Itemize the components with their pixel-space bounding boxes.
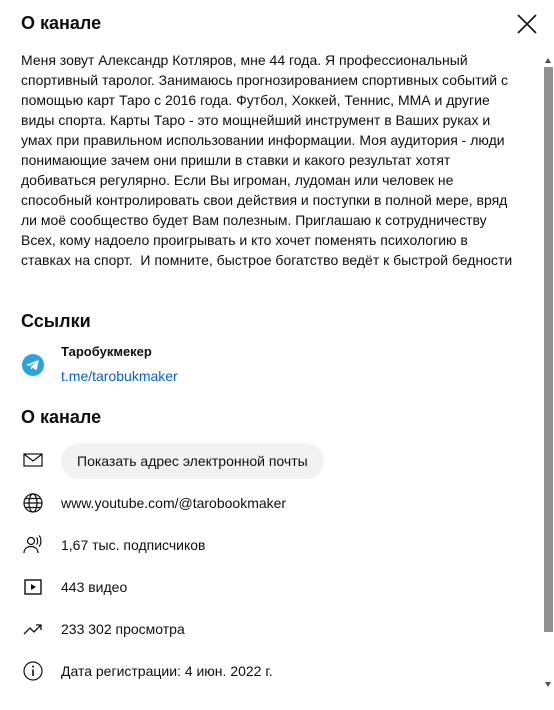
close-icon [514,11,540,37]
about-section-title: О канале [21,407,102,427]
views-text: 233 302 просмотра [61,621,185,637]
subscribers-row [21,530,501,560]
info-icon [21,659,45,683]
description-block [21,50,521,270]
views-row [21,614,501,644]
subscribers-text: 1,67 тыс. подписчиков [61,537,206,553]
video-icon [21,575,45,599]
telegram-icon [21,353,45,377]
scroll-thumb[interactable] [544,67,553,632]
channel-description: Меня зовут Александр Котляров, мне 44 года. Я профессиональный спортивный таролог. Занимаюсь прогнозированием спортивных событий с помощью карт Таро с 2016 года. Футбол, Хоккей, Теннис, ММА и другие виды спорта. Карты Таро - это мощнейший инструмент в Ваших руках и умах при правильном использовании информации. Моя аудитория - люди понимающие зачем они пришли в ставки и какого результат хотят добиваться регулярно. Если Вы игроман, лудоман или человек не способный контролировать свои действия и поступки в полной мере, вряд ли моё сообщество будет Вам полезным. Приглашаю к сотрудничеству Всех, кому надоело проигрывать и кто хочет поменять психологию в ставках на спорт. И помните, быстрое богатство ведёт к быстрой бедности [21,52,513,268]
links-section-title: Ссылки [21,311,91,331]
show-email-button[interactable]: Показать адрес электронной почты [61,443,324,479]
videos-text: 443 видео [61,579,128,595]
telegram-link[interactable]: t.me/tarobukmaker [61,368,178,384]
mail-icon [21,448,45,472]
website-row [21,488,501,518]
website-text: www.youtube.com/@tarobookmaker [61,495,287,511]
subscribers-icon [21,533,45,557]
scroll-down-arrow-icon[interactable] [545,682,551,687]
link-title: Таробукмекер [61,344,152,359]
joined-row [21,656,501,686]
email-row [21,445,501,475]
trending-icon [21,617,45,641]
close-button[interactable] [514,11,540,37]
link-item [21,343,421,387]
globe-icon [21,491,45,515]
videos-row [21,572,501,602]
joined-text: Дата регистрации: 4 июн. 2022 г. [61,663,273,679]
scroll-up-arrow-icon[interactable] [545,58,551,63]
scrollbar[interactable] [543,55,554,695]
dialog-title: О канале [21,13,102,33]
